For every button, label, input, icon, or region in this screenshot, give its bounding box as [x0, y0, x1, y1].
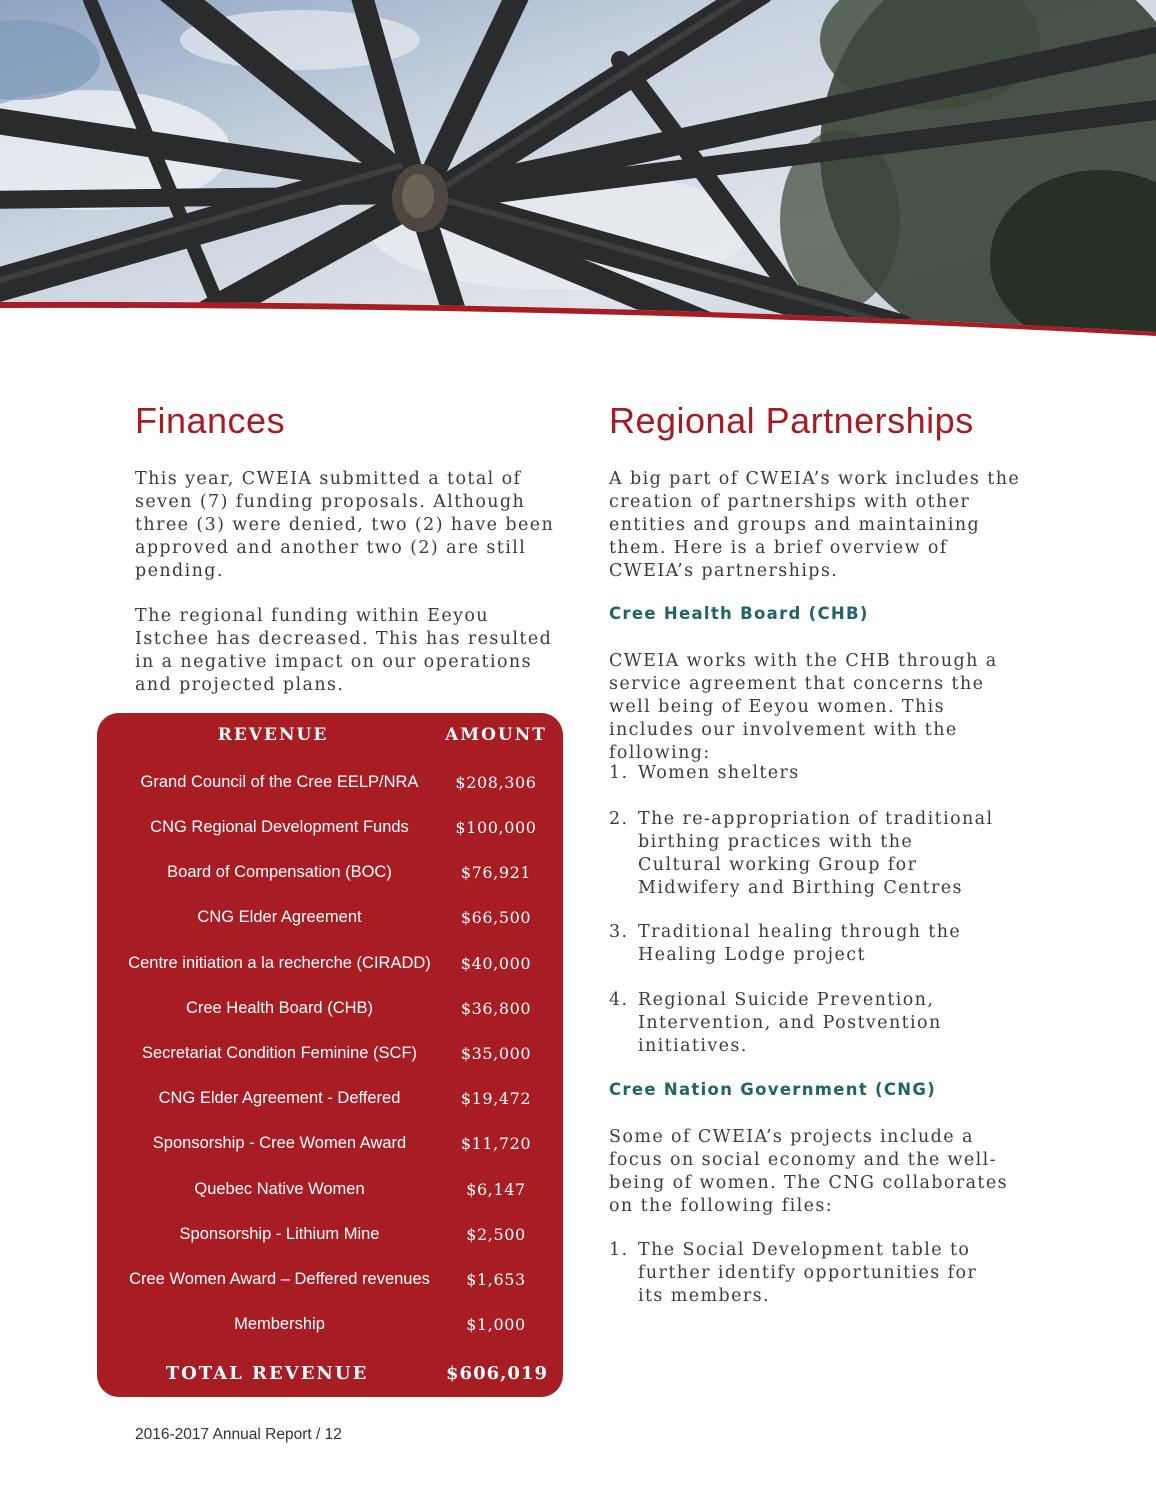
revenue-amount: $36,800 — [460, 999, 532, 1018]
revenue-source: Quebec Native Women — [194, 1180, 365, 1198]
list-item-text: The re-appropriation of traditional birthing practices with the Cultural working Group for Midwifery and Birthing Centres — [638, 809, 994, 898]
revenue-source: Sponsorship - Cree Women Award — [152, 1134, 407, 1152]
list-item-text: Regional Suicide Prevention, Intervention, and Postvention initiatives. — [638, 990, 942, 1056]
revenue-amount: $76,921 — [460, 863, 532, 882]
revenue-amount: $11,720 — [460, 1134, 532, 1153]
table-row — [97, 999, 563, 1025]
list-item-number: 4. — [609, 990, 629, 1010]
chb-paragraph: CWEIA works with the CHB through a service agreement that concerns the well being of Eeyou women. This includes our involvement with the following: — [609, 651, 998, 763]
cng-paragraph: Some of CWEIA’s projects include a focus on social economy and the well-being of women. The CNG collaborates on the following files: — [609, 1127, 1009, 1216]
revenue-amount: $6,147 — [466, 1180, 526, 1199]
partnerships-intro: A big part of CWEIA’s work includes the creation of partnerships with other entities and groups and maintaining them. Here is a brief overview of CWEIA’s partnerships. — [609, 469, 1021, 581]
list-item-text: Women shelters — [638, 763, 800, 783]
finances-paragraph-1: This year, CWEIA submitted a total of seven (7) funding proposals. Although three (3) were denied, two (2) have been approved and another two (2) are still pending. — [135, 469, 555, 581]
table-row — [97, 863, 563, 889]
finances-paragraph-2: The regional funding within Eeyou Istchee has decreased. This has resulted in a negative impact on our operations and projected plans. — [135, 606, 553, 695]
revenue-amount: $1,000 — [466, 1315, 526, 1334]
list-item-number: 1. — [609, 1240, 629, 1260]
table-row — [97, 954, 563, 980]
revenue-source: Membership — [234, 1315, 325, 1333]
revenue-source: Board of Compensation (BOC) — [167, 863, 392, 881]
revenue-source: CNG Elder Agreement - Deffered — [158, 1089, 401, 1107]
table-row — [97, 1180, 563, 1206]
cng-subheading: Cree Nation Government (CNG) — [609, 1080, 937, 1099]
revenue-amount: $40,000 — [460, 954, 532, 973]
table-row — [97, 773, 563, 799]
revenue-amount: $100,000 — [455, 818, 537, 837]
revenue-source: Grand Council of the Cree EELP/NRA — [140, 773, 419, 791]
table-row — [97, 908, 563, 934]
revenue-table-header — [97, 725, 563, 749]
page-footer: 2016-2017 Annual Report / 12 — [135, 1426, 342, 1443]
revenue-source: Sponsorship - Lithium Mine — [179, 1225, 380, 1243]
revenue-amount: $2,500 — [466, 1225, 526, 1244]
revenue-source: Centre initiation a la recherche (CIRADD) — [128, 954, 431, 972]
revenue-amount: $35,000 — [460, 1044, 532, 1063]
table-row — [97, 1134, 563, 1160]
revenue-source: Cree Women Award – Deffered revenues — [129, 1270, 430, 1288]
hero-photo-illustration — [0, 0, 1156, 340]
table-row — [97, 1089, 563, 1115]
revenue-column-header: REVENUE — [217, 725, 329, 745]
list-item-text: Traditional healing through the Healing Lodge project — [638, 922, 962, 965]
total-revenue-label: TOTAL REVENUE — [165, 1363, 369, 1384]
list-item-text: The Social Development table to further identify opportunities for its members. — [638, 1240, 978, 1306]
table-row — [97, 818, 563, 844]
partnerships-heading: Regional Partnerships — [609, 400, 974, 441]
chb-subheading: Cree Health Board (CHB) — [609, 604, 869, 623]
revenue-source: Secretariat Condition Feminine (SCF) — [141, 1044, 418, 1062]
revenue-source: Cree Health Board (CHB) — [185, 999, 374, 1017]
revenue-amount: $66,500 — [460, 908, 532, 927]
revenue-amount: $19,472 — [460, 1089, 532, 1108]
finances-heading: Finances — [135, 400, 286, 441]
list-item-number: 2. — [609, 809, 629, 829]
revenue-amount: $1,653 — [466, 1270, 526, 1289]
table-row — [97, 1315, 563, 1341]
total-revenue-amount: $606,019 — [446, 1363, 548, 1384]
table-row — [97, 1270, 563, 1296]
total-revenue-row — [97, 1363, 563, 1387]
table-row — [97, 1044, 563, 1070]
revenue-source: CNG Regional Development Funds — [150, 818, 409, 836]
revenue-source: CNG Elder Agreement — [197, 908, 362, 926]
amount-column-header: AMOUNT — [445, 725, 547, 745]
list-item-number: 1. — [609, 763, 629, 783]
hero-photo — [0, 0, 1156, 340]
table-row — [97, 1225, 563, 1251]
list-item-number: 3. — [609, 922, 629, 942]
revenue-amount: $208,306 — [455, 773, 537, 792]
revenue-table — [97, 713, 563, 1397]
